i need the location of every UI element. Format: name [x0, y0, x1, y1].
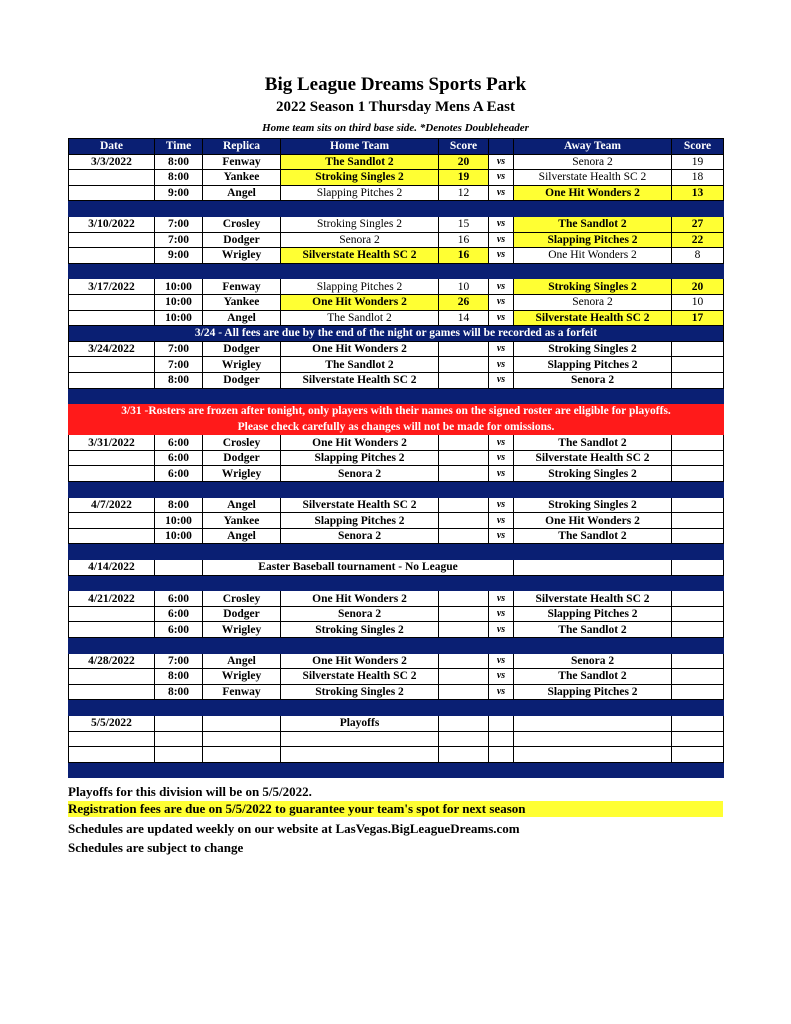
game-time: 6:00 [155, 435, 203, 451]
away-team: Silverstate Health SC 2 [514, 310, 672, 326]
game-replica: Wrigley [203, 357, 281, 373]
game-date [69, 357, 155, 373]
schedule-body [69, 154, 724, 778]
game-time: 8:00 [155, 497, 203, 513]
game-replica: Angel [203, 528, 281, 544]
game-date [69, 606, 155, 622]
game-replica: Angel [203, 653, 281, 669]
home-team: Slapping Pitches 2 [281, 279, 439, 295]
game-time: 8:00 [155, 669, 203, 685]
home-score [439, 341, 489, 357]
game-time: 7:00 [155, 357, 203, 373]
empty-cell [514, 747, 672, 763]
away-score: 19 [672, 154, 724, 170]
away-team: One Hit Wonders 2 [514, 185, 672, 201]
separator-row [69, 638, 724, 654]
home-team: Senora 2 [281, 466, 439, 482]
home-score: 20 [439, 154, 489, 170]
away-score [672, 669, 724, 685]
separator-row [69, 263, 724, 279]
home-score [439, 372, 489, 388]
empty-cell [672, 560, 724, 576]
separator-row [69, 544, 724, 560]
away-team: One Hit Wonders 2 [514, 513, 672, 529]
empty-cell [672, 731, 724, 747]
game-time: 7:00 [155, 232, 203, 248]
away-score [672, 466, 724, 482]
home-score: 10 [439, 279, 489, 295]
home-score: 14 [439, 310, 489, 326]
game-row [69, 622, 724, 638]
game-date: 3/31/2022 [69, 435, 155, 451]
away-score: 18 [672, 170, 724, 186]
game-date [69, 232, 155, 248]
home-team: Silverstate Health SC 2 [281, 669, 439, 685]
empty-cell [155, 560, 203, 576]
game-replica: Dodger [203, 341, 281, 357]
game-date: 5/5/2022 [69, 715, 155, 731]
vs-label: vs [489, 294, 514, 310]
home-score: 16 [439, 232, 489, 248]
game-time: 7:00 [155, 341, 203, 357]
game-replica: Yankee [203, 513, 281, 529]
game-row [69, 232, 724, 248]
away-team: The Sandlot 2 [514, 216, 672, 232]
away-score [672, 513, 724, 529]
page-subtitle: 2022 Season 1 Thursday Mens A East [276, 99, 515, 115]
game-date: 4/28/2022 [69, 653, 155, 669]
game-row [69, 372, 724, 388]
doubleheader-note: Home team sits on third base side. *Denotes Doubleheader [262, 122, 529, 134]
game-time: 8:00 [155, 372, 203, 388]
home-score [439, 622, 489, 638]
empty-cell [439, 731, 489, 747]
empty-cell [69, 747, 155, 763]
vs-label: vs [489, 435, 514, 451]
separator-bar [69, 700, 724, 716]
roster-notice-row [69, 419, 724, 435]
game-replica: Crosley [203, 591, 281, 607]
empty-cell [203, 715, 281, 731]
game-row [69, 248, 724, 264]
game-date: 3/17/2022 [69, 279, 155, 295]
col-home-team: Home Team [281, 139, 439, 155]
col-vs [489, 139, 514, 155]
away-score [672, 606, 724, 622]
away-team: Silverstate Health SC 2 [514, 450, 672, 466]
fee-notice: 3/24 - All fees are due by the end of the night or games will be recorded as a forfeit [69, 326, 724, 342]
away-team: Stroking Singles 2 [514, 497, 672, 513]
game-replica: Fenway [203, 154, 281, 170]
away-score: 10 [672, 294, 724, 310]
empty-cell [489, 715, 514, 731]
game-replica: Yankee [203, 170, 281, 186]
separator-row [69, 700, 724, 716]
game-replica: Dodger [203, 232, 281, 248]
home-score [439, 591, 489, 607]
game-row [69, 357, 724, 373]
away-team: Senora 2 [514, 294, 672, 310]
game-replica: Fenway [203, 279, 281, 295]
vs-label: vs [489, 684, 514, 700]
home-team: One Hit Wonders 2 [281, 294, 439, 310]
separator-bar [69, 638, 724, 654]
game-row [69, 497, 724, 513]
game-replica: Dodger [203, 372, 281, 388]
away-score [672, 357, 724, 373]
vs-label: vs [489, 310, 514, 326]
empty-cell [439, 715, 489, 731]
home-team: Silverstate Health SC 2 [281, 372, 439, 388]
empty-cell [203, 747, 281, 763]
vs-label: vs [489, 248, 514, 264]
game-replica: Dodger [203, 606, 281, 622]
empty-cell [203, 731, 281, 747]
game-date [69, 684, 155, 700]
separator-bar [69, 575, 724, 591]
away-team: Slapping Pitches 2 [514, 606, 672, 622]
away-score: 13 [672, 185, 724, 201]
home-team: One Hit Wonders 2 [281, 341, 439, 357]
away-team: Silverstate Health SC 2 [514, 170, 672, 186]
home-team: Silverstate Health SC 2 [281, 497, 439, 513]
footer-registration: Registration fees are due on 5/5/2022 to guarantee your team's spot for next season [68, 801, 723, 817]
home-score [439, 466, 489, 482]
away-team: Senora 2 [514, 154, 672, 170]
no-league-message: Easter Baseball tournament - No League [203, 560, 514, 576]
game-date [69, 185, 155, 201]
separator-bar [69, 201, 724, 217]
home-score [439, 669, 489, 685]
away-score [672, 372, 724, 388]
col-date: Date [69, 139, 155, 155]
game-date [69, 170, 155, 186]
away-score [672, 435, 724, 451]
away-team: The Sandlot 2 [514, 528, 672, 544]
vs-label: vs [489, 528, 514, 544]
game-replica: Yankee [203, 294, 281, 310]
game-row [69, 435, 724, 451]
home-score [439, 450, 489, 466]
game-row [69, 185, 724, 201]
game-date [69, 248, 155, 264]
game-date [69, 669, 155, 685]
separator-bar [69, 482, 724, 498]
empty-cell [155, 731, 203, 747]
game-replica: Crosley [203, 435, 281, 451]
away-score: 22 [672, 232, 724, 248]
game-time: 10:00 [155, 528, 203, 544]
game-replica: Wrigley [203, 669, 281, 685]
game-time: 10:00 [155, 513, 203, 529]
game-date [69, 528, 155, 544]
col-time: Time [155, 139, 203, 155]
empty-cell [672, 747, 724, 763]
vs-label: vs [489, 154, 514, 170]
empty-cell [514, 731, 672, 747]
vs-label: vs [489, 513, 514, 529]
vs-label: vs [489, 622, 514, 638]
home-score [439, 653, 489, 669]
vs-label: vs [489, 497, 514, 513]
game-date: 3/10/2022 [69, 216, 155, 232]
home-team: Stroking Singles 2 [281, 622, 439, 638]
empty-cell [281, 747, 439, 763]
home-team: One Hit Wonders 2 [281, 653, 439, 669]
game-row [69, 591, 724, 607]
home-team: The Sandlot 2 [281, 154, 439, 170]
empty-cell [514, 560, 672, 576]
game-time: 8:00 [155, 154, 203, 170]
game-date: 4/7/2022 [69, 497, 155, 513]
playoffs-row [69, 715, 724, 731]
game-time: 7:00 [155, 216, 203, 232]
game-time: 6:00 [155, 622, 203, 638]
col-home-score: Score [439, 139, 489, 155]
empty-cell [69, 731, 155, 747]
separator-row [69, 388, 724, 404]
away-score [672, 653, 724, 669]
col-away-team: Away Team [514, 139, 672, 155]
vs-label: vs [489, 591, 514, 607]
game-row [69, 294, 724, 310]
home-team: One Hit Wonders 2 [281, 435, 439, 451]
away-team: Senora 2 [514, 372, 672, 388]
footer-playoffs: Playoffs for this division will be on 5/5/2022. [68, 784, 312, 799]
vs-label: vs [489, 170, 514, 186]
separator-row [69, 762, 724, 778]
game-row [69, 528, 724, 544]
game-replica: Angel [203, 497, 281, 513]
home-score [439, 513, 489, 529]
home-team: One Hit Wonders 2 [281, 591, 439, 607]
game-date [69, 622, 155, 638]
away-team: One Hit Wonders 2 [514, 248, 672, 264]
roster-notice: Please check carefully as changes will not be made for omissions. [69, 419, 724, 435]
footer-disclaimer: Schedules are subject to change [68, 840, 244, 855]
home-score [439, 435, 489, 451]
game-row [69, 653, 724, 669]
roster-notice-row [69, 404, 724, 420]
vs-label: vs [489, 372, 514, 388]
roster-notice: 3/31 -Rosters are frozen after tonight, only players with their names on the signed roster are eligible for playoffs. [69, 404, 724, 420]
away-team: Stroking Singles 2 [514, 466, 672, 482]
game-time: 9:00 [155, 248, 203, 264]
home-team: Silverstate Health SC 2 [281, 248, 439, 264]
empty-row [69, 747, 724, 763]
empty-cell [514, 715, 672, 731]
empty-cell [439, 747, 489, 763]
home-team: Stroking Singles 2 [281, 684, 439, 700]
away-team: Slapping Pitches 2 [514, 684, 672, 700]
away-team: Senora 2 [514, 653, 672, 669]
game-row [69, 606, 724, 622]
game-row [69, 216, 724, 232]
away-score: 8 [672, 248, 724, 264]
game-time: 10:00 [155, 310, 203, 326]
empty-cell [155, 747, 203, 763]
away-team: Slapping Pitches 2 [514, 357, 672, 373]
away-score: 20 [672, 279, 724, 295]
away-score [672, 497, 724, 513]
empty-cell [489, 747, 514, 763]
separator-bar [69, 388, 724, 404]
game-replica: Dodger [203, 450, 281, 466]
game-replica: Wrigley [203, 248, 281, 264]
vs-label: vs [489, 216, 514, 232]
home-score: 16 [439, 248, 489, 264]
game-replica: Crosley [203, 216, 281, 232]
no-league-row [69, 560, 724, 576]
home-score [439, 357, 489, 373]
away-team: Stroking Singles 2 [514, 341, 672, 357]
game-date [69, 466, 155, 482]
vs-label: vs [489, 653, 514, 669]
game-time: 6:00 [155, 606, 203, 622]
game-row [69, 170, 724, 186]
home-team: Slapping Pitches 2 [281, 513, 439, 529]
game-replica: Wrigley [203, 622, 281, 638]
game-replica: Fenway [203, 684, 281, 700]
schedule-table [68, 138, 724, 778]
game-time: 6:00 [155, 466, 203, 482]
game-time: 8:00 [155, 170, 203, 186]
vs-label: vs [489, 232, 514, 248]
game-row [69, 684, 724, 700]
game-time: 10:00 [155, 279, 203, 295]
game-date: 3/24/2022 [69, 341, 155, 357]
empty-row [69, 731, 724, 747]
playoffs-label: Playoffs [281, 715, 439, 731]
home-team: Senora 2 [281, 606, 439, 622]
away-score: 27 [672, 216, 724, 232]
separator-row [69, 201, 724, 217]
home-score: 15 [439, 216, 489, 232]
header-row [69, 139, 724, 155]
separator-bar [69, 263, 724, 279]
home-score [439, 606, 489, 622]
away-score [672, 450, 724, 466]
game-row [69, 154, 724, 170]
separator-bar [69, 544, 724, 560]
away-team: The Sandlot 2 [514, 669, 672, 685]
home-team: Senora 2 [281, 232, 439, 248]
game-row [69, 669, 724, 685]
game-row [69, 279, 724, 295]
vs-label: vs [489, 357, 514, 373]
empty-cell [489, 731, 514, 747]
home-team: Stroking Singles 2 [281, 170, 439, 186]
game-row [69, 513, 724, 529]
col-replica: Replica [203, 139, 281, 155]
game-date [69, 450, 155, 466]
game-row [69, 466, 724, 482]
game-date [69, 310, 155, 326]
game-row [69, 310, 724, 326]
home-score: 19 [439, 170, 489, 186]
game-date: 3/3/2022 [69, 154, 155, 170]
home-score [439, 497, 489, 513]
vs-label: vs [489, 669, 514, 685]
game-time: 10:00 [155, 294, 203, 310]
game-row [69, 450, 724, 466]
empty-cell [281, 731, 439, 747]
game-date: 4/21/2022 [69, 591, 155, 607]
game-date: 4/14/2022 [69, 560, 155, 576]
away-team: The Sandlot 2 [514, 435, 672, 451]
separator-row [69, 482, 724, 498]
away-score [672, 528, 724, 544]
home-score [439, 528, 489, 544]
vs-label: vs [489, 341, 514, 357]
vs-label: vs [489, 185, 514, 201]
separator-row [69, 575, 724, 591]
game-replica: Angel [203, 310, 281, 326]
away-team: The Sandlot 2 [514, 622, 672, 638]
away-team: Slapping Pitches 2 [514, 232, 672, 248]
empty-cell [672, 715, 724, 731]
away-score [672, 684, 724, 700]
home-score: 12 [439, 185, 489, 201]
fee-notice-row [69, 326, 724, 342]
vs-label: vs [489, 450, 514, 466]
away-team: Stroking Singles 2 [514, 279, 672, 295]
col-away-score: Score [672, 139, 724, 155]
game-time: 9:00 [155, 185, 203, 201]
away-score [672, 622, 724, 638]
game-date [69, 372, 155, 388]
game-date [69, 294, 155, 310]
vs-label: vs [489, 466, 514, 482]
footer-website: Schedules are updated weekly on our website at LasVegas.BigLeagueDreams.com [68, 821, 520, 836]
game-date [69, 513, 155, 529]
game-replica: Angel [203, 185, 281, 201]
game-row [69, 341, 724, 357]
away-team: Silverstate Health SC 2 [514, 591, 672, 607]
game-time: 8:00 [155, 684, 203, 700]
home-team: Stroking Singles 2 [281, 216, 439, 232]
home-score: 26 [439, 294, 489, 310]
game-time: 6:00 [155, 450, 203, 466]
game-replica: Wrigley [203, 466, 281, 482]
away-score [672, 591, 724, 607]
vs-label: vs [489, 606, 514, 622]
home-team: Slapping Pitches 2 [281, 185, 439, 201]
home-score [439, 684, 489, 700]
away-score [672, 341, 724, 357]
page-title: Big League Dreams Sports Park [264, 74, 527, 95]
empty-cell [155, 715, 203, 731]
home-team: The Sandlot 2 [281, 310, 439, 326]
away-score: 17 [672, 310, 724, 326]
home-team: Slapping Pitches 2 [281, 450, 439, 466]
game-time: 6:00 [155, 591, 203, 607]
home-team: Senora 2 [281, 528, 439, 544]
game-time: 7:00 [155, 653, 203, 669]
separator-bar [69, 762, 724, 778]
home-team: The Sandlot 2 [281, 357, 439, 373]
vs-label: vs [489, 279, 514, 295]
